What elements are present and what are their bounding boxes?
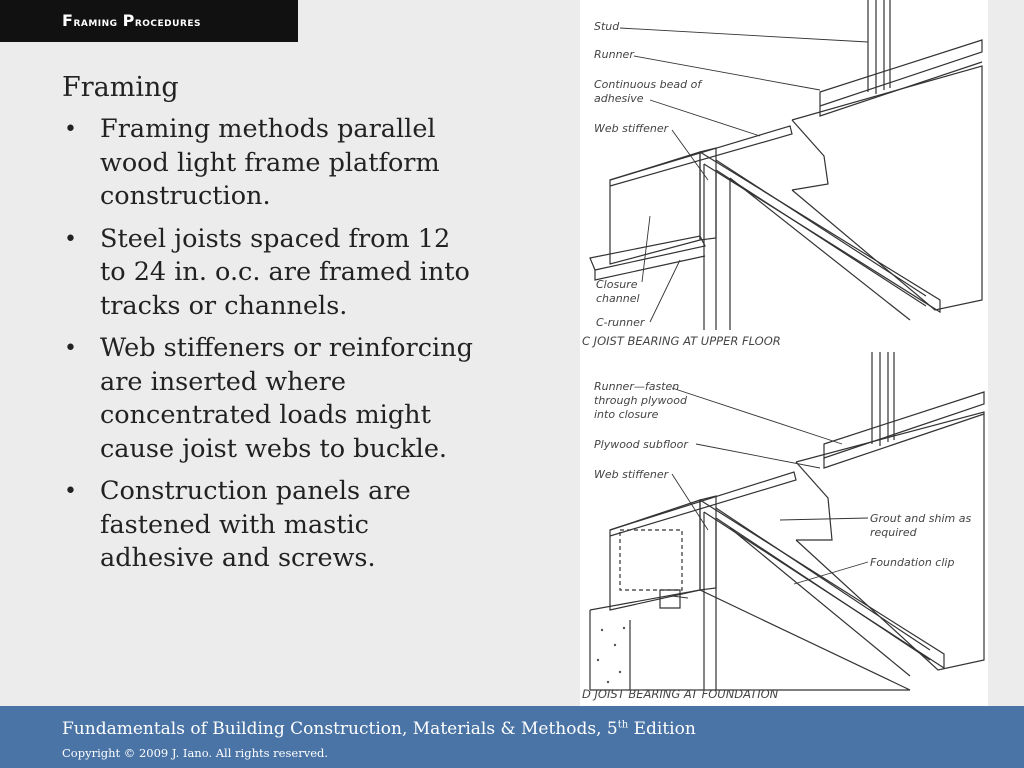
- label-grout: required: [870, 526, 917, 539]
- bullet-item: • Construction panels are fastened with mastic adhesive and screws.: [64, 476, 411, 573]
- label-web-stiffener: Web stiffener: [594, 122, 669, 135]
- joist-bearing-figure: [580, 0, 988, 706]
- content-heading: Framing: [62, 72, 179, 103]
- bullet-icon: •: [64, 336, 77, 361]
- label-adhesive: adhesive: [594, 92, 644, 105]
- joist-shape: [700, 152, 940, 330]
- label-closure-channel: channel: [596, 292, 640, 305]
- bullet-icon: •: [64, 117, 77, 142]
- label-web-stiffener: Web stiffener: [594, 468, 669, 481]
- label-runner: Runner: [594, 48, 634, 61]
- leader-lines: [620, 28, 868, 598]
- label-adhesive: Continuous bead of: [594, 78, 702, 91]
- c-runner-shape: [590, 236, 705, 280]
- book-title: Fundamentals of Building Construction, Materials & Methods, 5th Edition: [62, 719, 696, 739]
- stud-shape: [872, 352, 894, 446]
- bullet-item: • Steel joists spaced from 12 to 24 in. o.c. are framed into tracks or channels.: [64, 223, 470, 321]
- runner-shape: [824, 392, 984, 468]
- label-plywood-subfloor: Plywood subfloor: [594, 438, 688, 451]
- copyright: Copyright © 2009 J. Iano. All rights reserved.: [62, 746, 329, 760]
- label-grout: Grout and shim as: [870, 512, 972, 525]
- footer-bar: [0, 706, 1024, 768]
- caption-upper: C JOIST BEARING AT UPPER FLOOR: [582, 334, 781, 348]
- stud-shape: [868, 0, 890, 94]
- closure-channel-shape: [610, 126, 792, 264]
- label-runner: Runner—fasten: [594, 380, 680, 393]
- joist-bearing-drawing: [580, 0, 988, 706]
- label-c-runner: C-runner: [596, 316, 645, 329]
- bullet-icon: •: [64, 226, 77, 252]
- label-runner: into closure: [594, 408, 659, 421]
- web-stiffener-shape: [700, 148, 716, 240]
- label-foundation-clip: Foundation clip: [870, 556, 955, 569]
- web-stiffener-shape: [700, 496, 716, 590]
- caption-lower: D JOIST BEARING AT FOUNDATION: [582, 687, 779, 701]
- label-closure-channel: Closure: [596, 278, 638, 291]
- slide-title: Framing Procedures: [0, 0, 298, 42]
- concrete-speckle: [597, 627, 625, 683]
- bullet-icon: •: [64, 479, 77, 504]
- bullet-list: [62, 113, 482, 576]
- slide-content: [62, 72, 482, 585]
- bullet-item: • Web stiffeners or reinforcing are inserted where concentrated loads might cause joist webs to buckle.: [64, 333, 473, 464]
- bullet-item: • Framing methods parallel wood light frame platform construction.: [64, 114, 440, 211]
- label-runner: through plywood: [594, 394, 687, 407]
- foundation-clip-shape: [660, 590, 680, 608]
- label-stud: Stud: [594, 20, 620, 33]
